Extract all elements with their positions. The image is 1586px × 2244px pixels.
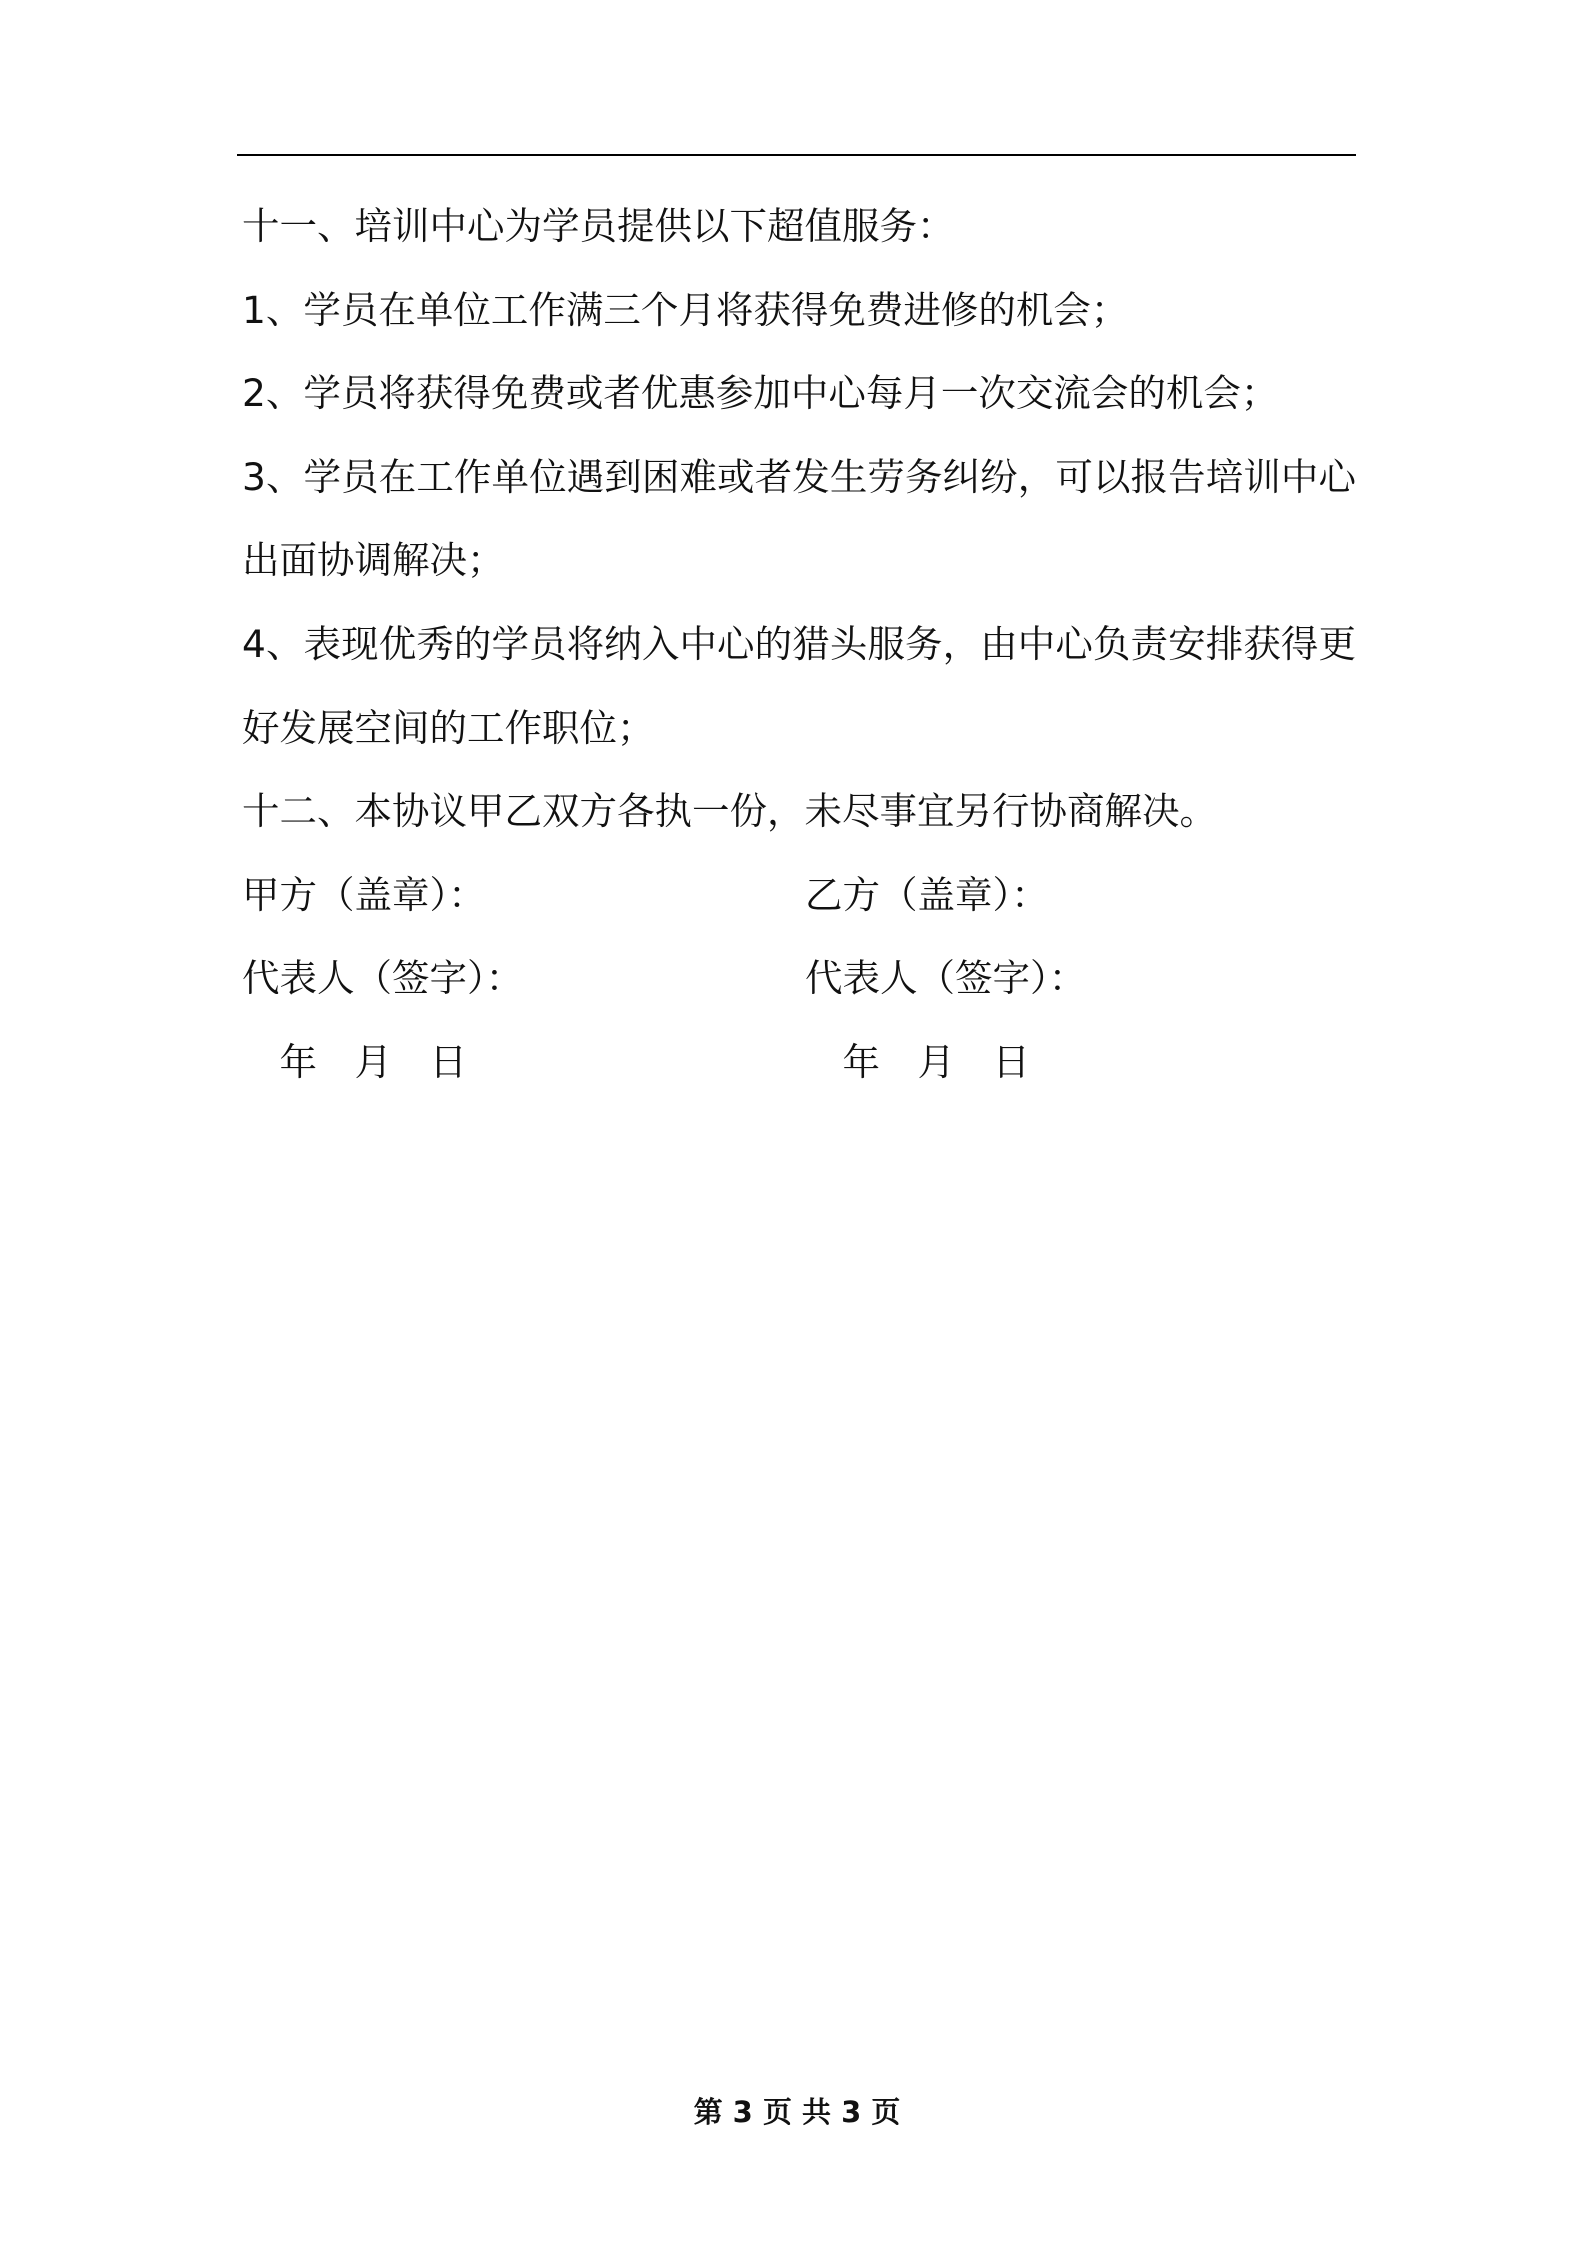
signature-block xyxy=(242,854,1356,1105)
party-a-rep-label: 代表人（签字）： xyxy=(242,956,524,1001)
document-body xyxy=(242,185,1356,1105)
party-b-rep-label: 代表人（签字）： xyxy=(805,956,1087,1001)
header-rule xyxy=(237,154,1356,156)
party-b-seal-label: 乙方（盖章）： xyxy=(805,872,1049,917)
party-b-date xyxy=(805,1021,1356,1105)
representative-row xyxy=(242,937,1356,1021)
clause-11-heading: 十一、培训中心为学员提供以下超值服务： xyxy=(242,204,955,248)
clause-11-item-1: 1、学员在单位工作满三个月将获得免费进修的机会； xyxy=(242,287,1129,332)
party-a-date xyxy=(242,1021,805,1105)
party-a-seal-label: 甲方（盖章）： xyxy=(242,872,486,917)
party-a-date-year: 年 xyxy=(279,1039,317,1084)
clause-11-item-4: 4、表现优秀的学员将纳入中心的猎头服务，由中心负责安排获得更好发展空间的工作职位； xyxy=(242,621,1356,750)
party-b-date-day: 日 xyxy=(992,1039,1030,1084)
date-row xyxy=(242,1021,1356,1105)
page-number-footer: 第 3 页 共 3 页 xyxy=(693,2095,901,2129)
seal-row xyxy=(242,854,1356,938)
party-b-date-year: 年 xyxy=(842,1039,880,1084)
clause-11-item-2: 2、学员将获得免费或者优惠参加中心每月一次交流会的机会； xyxy=(242,371,1279,416)
party-a-date-month: 月 xyxy=(354,1039,392,1084)
party-a-date-day: 日 xyxy=(429,1039,467,1084)
clause-12: 十二、本协议甲乙双方各执一份，未尽事宜另行协商解决。 xyxy=(242,789,1217,834)
party-b-date-month: 月 xyxy=(917,1039,955,1084)
clause-11-item-3: 3、学员在工作单位遇到困难或者发生劳务纠纷，可以报告培训中心出面协调解决； xyxy=(242,454,1356,583)
